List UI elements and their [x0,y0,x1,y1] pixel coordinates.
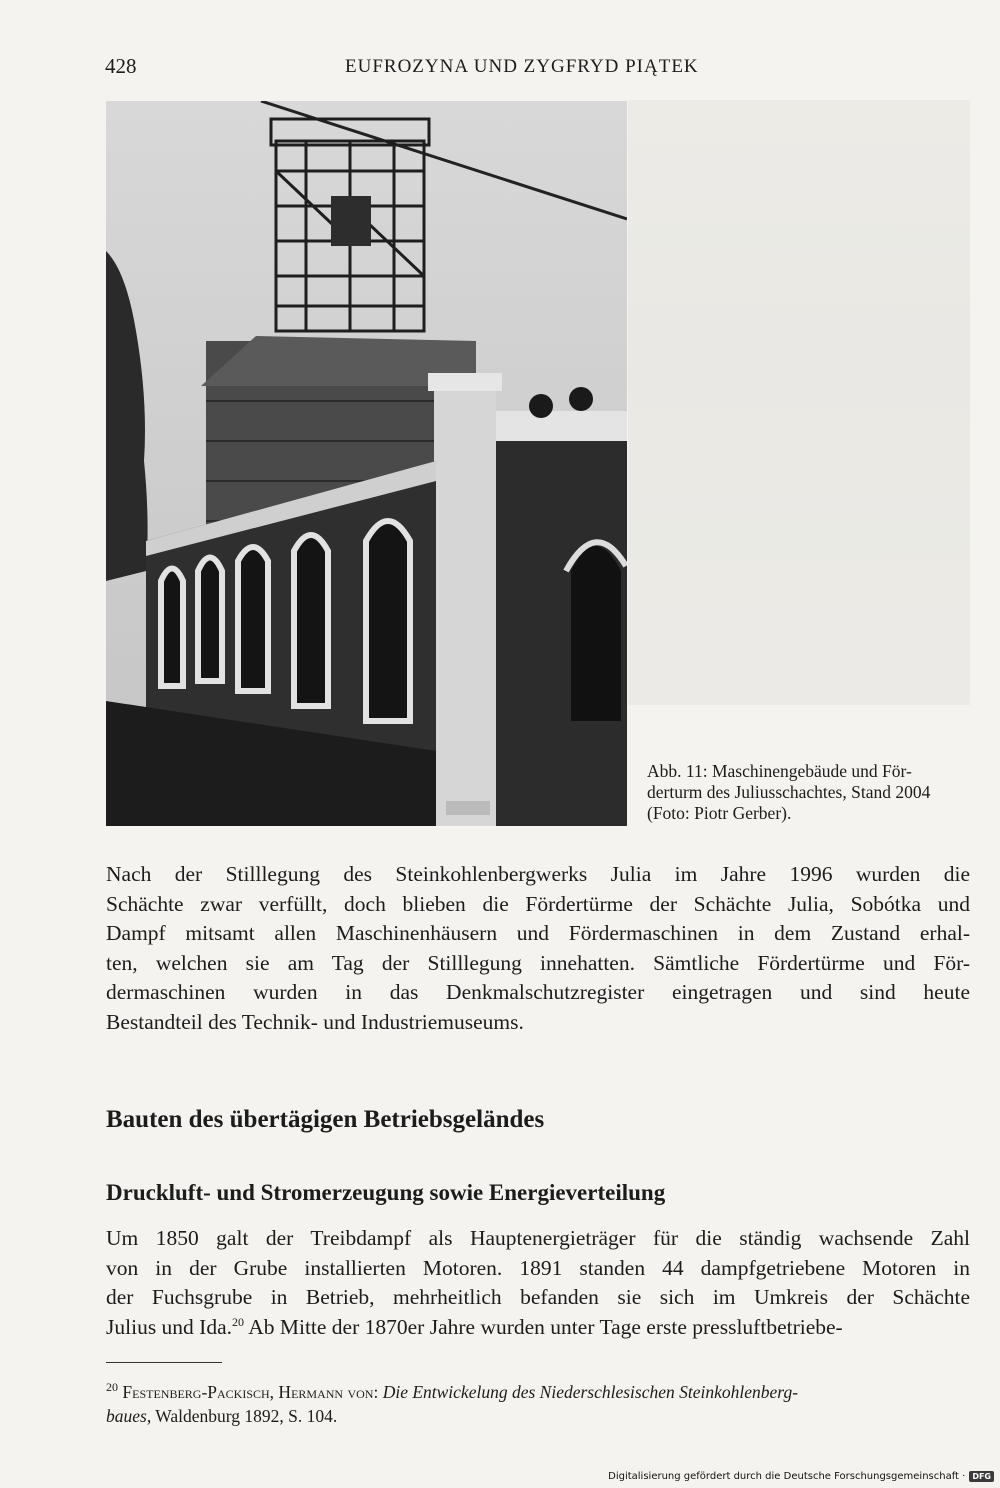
section-heading: Bauten des übertägigen Betriebsgeländes [106,1106,545,1133]
text-line: der Fuchsgrube in Betrieb, mehrheitlich befanden sie sich im Umkreis der Schächte [106,1285,970,1310]
text-line: Nach der Stilllegung des Steinkohlenbergwerks Julia im Jahre 1996 wurden die [106,862,970,886]
running-title: EUFROZYNA UND ZYGFRYD PIĄTEK [345,56,699,77]
paragraph-2 [106,1224,970,1342]
text-line: dermaschinen wurden in das Denkmalschutzregister eingetragen und sind heute [106,980,970,1005]
caption-line: (Foto: Piotr Gerber). [647,803,792,823]
footnote-number: 20 [106,1380,118,1395]
running-head [105,54,970,84]
figure-caption [647,761,973,824]
paragraph-1 [106,860,970,1038]
footnote-title: Die Entwickelung des Niederschlesischen Steinkohlenberg- [382,1382,799,1402]
footnote-title-cont: baues [106,1406,147,1426]
text-fragment: Ab Mitte der 1870er Jahre wurden unter Tage erste pressluftbetriebe- [244,1314,843,1339]
digitization-notice [608,1471,994,1482]
text-line: Schächte zwar verfüllt, doch blieben die Fördertürme der Schächte Julia, Sobótka und [106,891,970,916]
bleed-through-area [628,100,970,705]
footnote-ref: 20 [232,1314,245,1329]
headframe-photo-image [106,101,627,826]
text-line [106,1313,970,1343]
digitization-text: Digitalisierung gefördert durch die Deutsche Forschungsgemeinschaft · [608,1471,966,1482]
text-line: Um 1850 galt der Treibdampf als Hauptenergieträger für die ständig wachsende Zahl [106,1226,970,1250]
footnote-divider [106,1362,222,1363]
page-number: 428 [105,54,137,78]
dfg-logo: DFG [969,1471,994,1482]
text-line: Dampf mitsamt allen Maschinenhäusern und Fördermaschinen in dem Zustand erhal- [106,921,970,946]
caption-line: Abb. 11: Maschinengebäude und För- [647,761,912,781]
text-line: von in der Grube installierten Motoren. 1891 standen 44 dampfgetriebene Motoren in [106,1255,970,1280]
footnote [106,1380,972,1428]
subsection-heading: Druckluft- und Stromerzeugung sowie Energieverteilung [106,1180,666,1205]
text-line: ten, welchen sie am Tag der Stilllegung innehatten. Sämtliche Fördertürme und För- [106,950,970,975]
figure-photo [106,101,627,826]
text-fragment: Julius und Ida. [106,1314,233,1339]
caption-line: derturm des Juliusschachtes, Stand 2004 [647,782,931,802]
text-line: Bestandteil des Technik- und Industriemuseums. [106,1009,524,1034]
footnote-author: Festenberg-Packisch, Hermann von: [122,1382,379,1402]
footnote-rest: , Waldenburg 1892, S. 104. [146,1406,338,1426]
